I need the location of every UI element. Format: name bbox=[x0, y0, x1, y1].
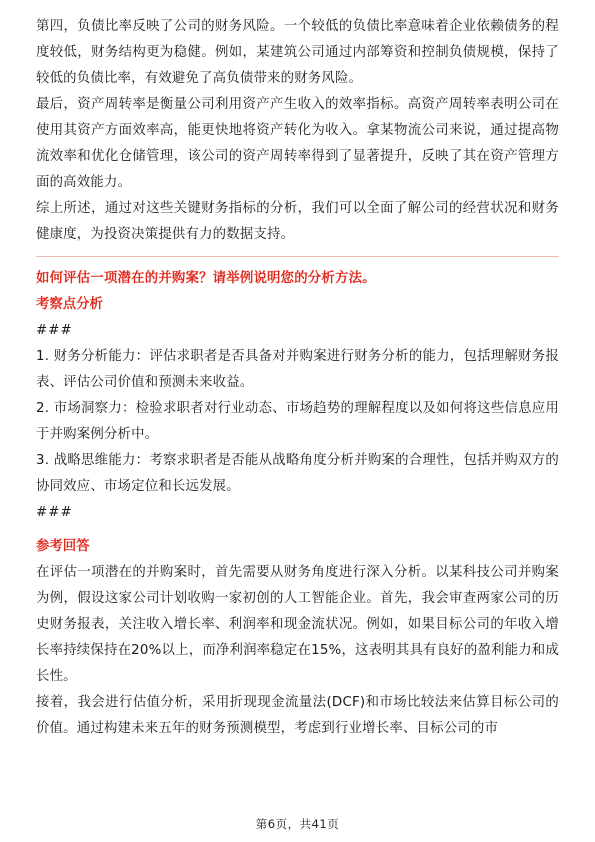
hash-marker-close: ### bbox=[36, 505, 73, 520]
section-divider bbox=[36, 256, 559, 257]
analysis-item-financial: 1. 财务分析能力：评估求职者是否具备对并购案进行财务分析的能力，包括理解财务报表、评估公司价值和预测未来收益。 bbox=[36, 349, 559, 390]
paragraph-summary: 综上所述，通过对这些关键财务指标的分析，我们可以全面了解公司的经营状况和财务健康度，为投资决策提供有力的数据支持。 bbox=[36, 201, 559, 242]
answer-paragraph-financial: 在评估一项潜在的并购案时，首先需要从财务角度进行深入分析。以某科技公司并购案为例，假设这家公司计划收购一家初创的人工智能企业。首先，我会审查两家公司的历史财务报表，关注收入增长率、利润率和现金流状况。例如，如果目标公司的年收入增长率持续保持在20%以上，而净利润率稳定在15%，这表明其具有良好的盈利能力和成长性。 bbox=[36, 565, 559, 684]
answer-heading: 参考回答 bbox=[36, 539, 90, 554]
hash-marker-open: ### bbox=[36, 323, 73, 338]
answer-paragraph-valuation: 接着，我会进行估值分析，采用折现现金流量法(DCF)和市场比较法来估算目标公司的价值。通过构建未来五年的财务预测模型，考虑到行业增长率、目标公司的市 bbox=[36, 695, 559, 736]
analysis-heading: 考察点分析 bbox=[36, 297, 103, 312]
page-content bbox=[36, 14, 559, 742]
analysis-item-strategy: 3. 战略思维能力：考察求职者是否能从战略角度分析并购案的合理性，包括并购双方的协同效应、市场定位和长远发展。 bbox=[36, 453, 559, 494]
paragraph-debt-ratio: 第四，负债比率反映了公司的财务风险。一个较低的负债比率意味着企业依赖债务的程度较低，财务结构更为稳健。例如，某建筑公司通过内部筹资和控制负债规模，保持了较低的负债比率，有效避免了高负债带来的财务风险。 bbox=[36, 19, 559, 86]
question-heading: 如何评估一项潜在的并购案？请举例说明您的分析方法。 bbox=[36, 271, 376, 286]
paragraph-asset-turnover: 最后，资产周转率是衡量公司利用资产产生收入的效率指标。高资产周转率表明公司在使用其资产方面效率高，能更快地将资产转化为收入。拿某物流公司来说，通过提高物流效率和优化仓储管理，该公司的资产周转率得到了显著提升，反映了其在资产管理方面的高效能力。 bbox=[36, 97, 559, 190]
page-number-footer: 第6页，共41页 bbox=[255, 817, 340, 831]
analysis-item-market: 2. 市场洞察力：检验求职者对行业动态、市场趋势的理解程度以及如何将这些信息应用于并购案例分析中。 bbox=[36, 401, 559, 442]
